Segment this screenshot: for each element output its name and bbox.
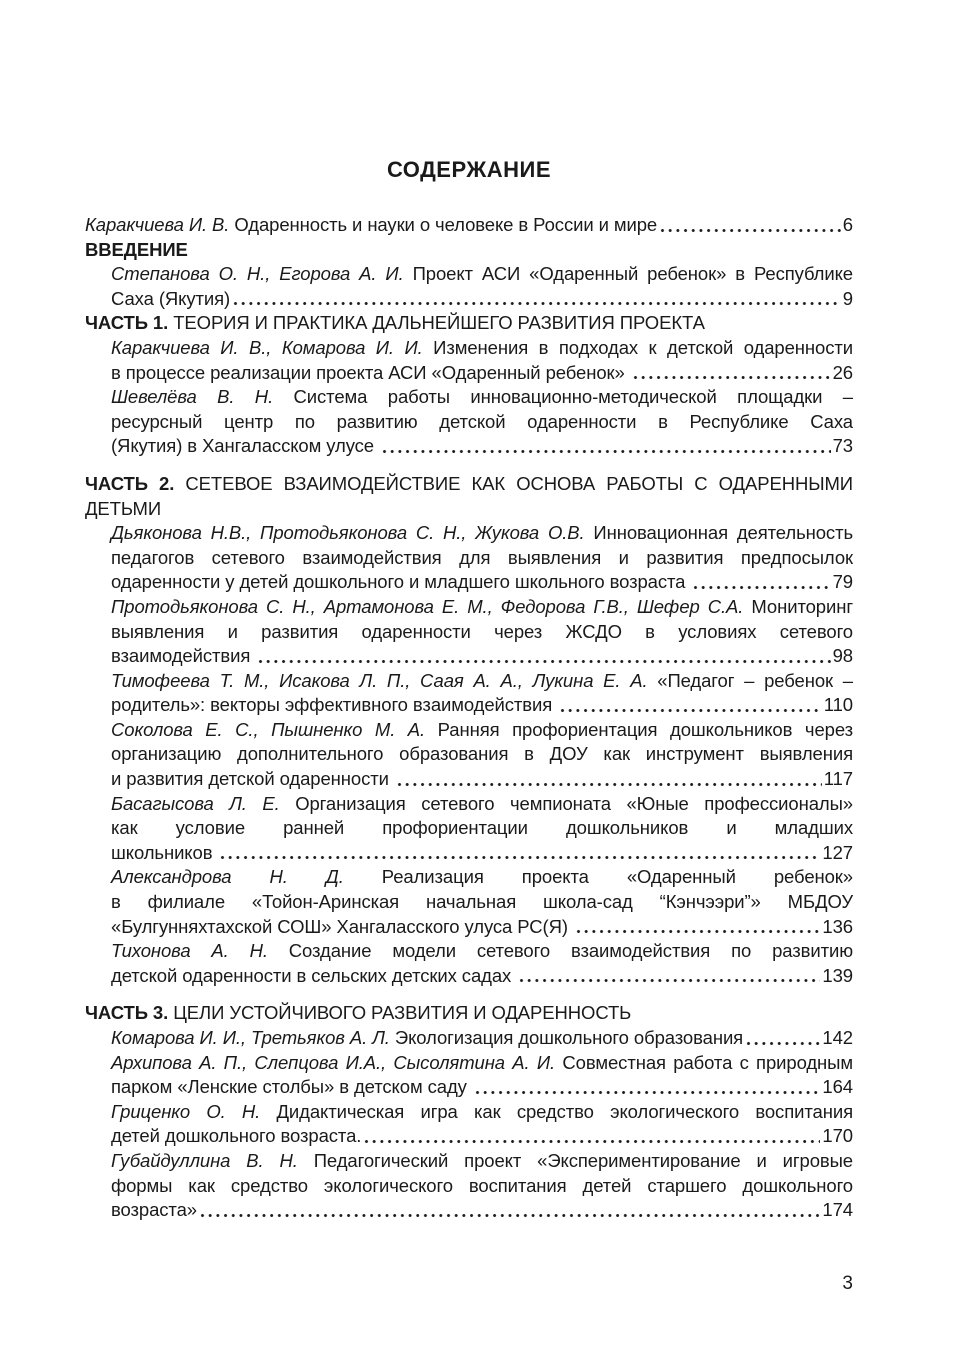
entry-line-text (111, 1075, 472, 1100)
toc-line (85, 964, 853, 989)
entry-title-text: детской одаренности в сельских детских садах (111, 964, 517, 986)
entry-title-text: Одаренность и науки о человеке в России и мире (234, 214, 658, 235)
toc-line (85, 939, 853, 964)
toc-line (85, 718, 853, 743)
toc-page-number: 6 (842, 214, 853, 235)
entry-title-text: Саха (Якутия) (111, 287, 231, 309)
dot-leader (363, 1138, 820, 1145)
toc-line (85, 1174, 853, 1199)
entry-title-text: возраста» (111, 1199, 197, 1221)
dot-leader (396, 781, 822, 788)
toc-heading (85, 1001, 853, 1026)
entry-title-text: ЦЕЛИ УСТОЙЧИВОГО РАЗВИТИЯ И ОДАРЕННОСТЬ (168, 1002, 632, 1024)
toc-line (85, 816, 853, 841)
author-names: Тихонова А. Н. (111, 940, 289, 962)
toc-line (85, 385, 853, 410)
toc-entry (85, 792, 853, 866)
toc-entry (85, 213, 853, 238)
entry-title-text: Экологизация дошкольного образования (394, 1027, 744, 1048)
author-names: Комарова И. И., Третьяков А. Л. (111, 1027, 395, 1048)
entry-title-text: формы как средство экологического воспитания детей старшего дошкольного (111, 1174, 853, 1196)
toc-line (85, 792, 853, 817)
toc-line (85, 361, 853, 386)
toc-line (85, 472, 853, 497)
toc-line (85, 1001, 853, 1026)
toc-line (85, 1124, 853, 1149)
entry-title-text: одаренности у детей дошкольного и младшего школьного возраста (111, 571, 691, 593)
toc-line (85, 644, 853, 669)
entry-title-text: Создание модели сетевого взаимодействия по развитию (288, 940, 853, 962)
toc-entry (85, 385, 853, 459)
toc-page-number: 79 (832, 571, 853, 593)
toc-line (85, 742, 853, 767)
toc-line (85, 767, 853, 792)
entry-title-text: (Якутия) в Хангаласском улусе (111, 435, 380, 457)
toc-line (85, 336, 853, 361)
entry-title-text: выявления и развития одаренности через ЖСДО в условиях сетевого (111, 620, 853, 642)
entry-line-text (111, 287, 230, 312)
toc-page-number: 139 (822, 964, 853, 986)
author-names: Александрова Н. Д. (111, 866, 382, 888)
toc-entry (85, 336, 853, 385)
author-names: Протодьяконова С. Н., Артамонова Е. М., Федорова Г.В., Шефер С.А. (111, 595, 752, 617)
entry-title-text: школьников (111, 841, 218, 863)
entry-title-text: и развития детской одаренности (111, 768, 394, 790)
entry-line-text (85, 213, 657, 238)
author-names: Гриценко О. Н. (111, 1100, 277, 1122)
dot-leader (257, 658, 830, 665)
section-label: ВВЕДЕНИЕ (85, 238, 188, 260)
entry-title-text: Дидактическая игра как средство экологического воспитания (276, 1100, 853, 1122)
entry-title-text: детей дошкольного возраста. (111, 1125, 362, 1147)
entry-title-text: Совместная работа с природным (562, 1051, 853, 1073)
toc-line (85, 890, 853, 915)
toc-line (85, 238, 853, 263)
entry-title-text: в филиале «Тойон-Аринская начальная школа-сад “Кэнчээри”» МБДОУ (111, 891, 853, 913)
toc-page-number: 142 (822, 1027, 853, 1048)
entry-line-text (111, 767, 394, 792)
toc-line (85, 595, 853, 620)
entry-line-text (111, 1198, 197, 1223)
author-names: Басагысова Л. Е. (111, 792, 296, 814)
toc-line (85, 497, 853, 522)
toc-line (85, 841, 853, 866)
section-label: ЧАСТЬ 1. (85, 312, 169, 334)
toc-line (85, 865, 853, 890)
author-names: Архипова А. П., Слепцова И.А., Сысолятина А. И. (111, 1051, 563, 1073)
toc-line (85, 287, 853, 312)
entry-line-text (111, 693, 557, 718)
entry-line-text (111, 964, 516, 989)
dot-leader (219, 854, 820, 861)
toc-entry (85, 865, 853, 939)
author-names: Губайдуллина В. Н. (111, 1149, 314, 1171)
toc-line (85, 1075, 853, 1100)
page-content (85, 157, 854, 1294)
toc-line (85, 521, 853, 546)
dot-leader (474, 1089, 821, 1096)
entry-title-text: как условие ранней профориентации дошкольников и младших (111, 817, 853, 839)
toc-page-number: 73 (832, 435, 853, 457)
page-number: 3 (842, 1273, 853, 1294)
toc-entry (85, 1149, 853, 1223)
entry-title-text: «Педагог – ребенок – (657, 669, 853, 691)
author-names: Каракчиева И. В. (85, 214, 235, 235)
entry-title-text: Мониторинг (751, 595, 853, 617)
entry-line-text (111, 644, 255, 669)
toc-line (85, 546, 853, 571)
section-label: ЧАСТЬ 2. (85, 472, 175, 494)
entry-line-text (111, 434, 379, 459)
author-names: Шевелёва В. Н. (111, 386, 294, 408)
toc-line (85, 1198, 853, 1223)
toc-page-number: 136 (822, 915, 853, 937)
author-names: Дьяконова Н.В., Протодьяконова С. Н., Жукова О.В. (111, 522, 594, 544)
toc-line (85, 311, 853, 336)
toc-page-number: 110 (823, 694, 853, 716)
entry-title-text: «Булгунняхтахской СОШ» Хангаласского улуса РС(Я) (111, 915, 573, 937)
toc-line (85, 213, 853, 238)
toc-entry (85, 595, 853, 669)
entry-title-text: Система работы инновационно-методической площадки – (293, 386, 853, 408)
entry-title-text: организацию дополнительного образования в ДОУ как инструмент выявления (111, 743, 853, 765)
entry-title-text: Педагогический проект «Экспериментирование и игровые (313, 1149, 854, 1171)
entry-title-text: Организация сетевого чемпионата «Юные профессионалы» (295, 792, 853, 814)
toc-entry (85, 1100, 853, 1149)
dot-leader (199, 1212, 820, 1219)
toc-heading (85, 472, 853, 521)
entry-title-text: Реализация проекта «Одаренный ребенок» (381, 866, 853, 888)
author-names: Тимофеева Т. М., Исакова Л. П., Саая А. А., Лукина Е. А. (111, 669, 658, 691)
toc-page-number: 9 (842, 287, 853, 309)
entry-line-text (111, 361, 630, 386)
dot-leader (692, 584, 830, 591)
entry-line-text (111, 570, 690, 595)
entry-title-text: Проект АСИ «Одаренный ребенок» в Республике (412, 263, 853, 285)
entry-title-text: ТЕОРИЯ И ПРАКТИКА ДАЛЬНЕЙШЕГО РАЗВИТИЯ ПРОЕКТА (168, 312, 705, 334)
entry-title-text: парком «Ленские столбы» в детском саду (111, 1076, 472, 1098)
section-label: ЧАСТЬ 3. (85, 1002, 169, 1024)
toc-line (85, 620, 853, 645)
toc-page-number: 164 (822, 1076, 853, 1098)
entry-line-text (111, 1026, 743, 1051)
entry-title-text: ресурсный центр по развитию детской одаренности в Республике Саха (111, 410, 853, 432)
entry-title-text: ДЕТЬМИ (85, 497, 162, 519)
toc-entry (85, 262, 853, 311)
dot-leader (232, 300, 841, 307)
entry-title-text: родитель»: векторы эффективного взаимодействия (111, 694, 558, 716)
toc-heading (85, 311, 853, 336)
toc-line (85, 915, 853, 940)
toc-line (85, 434, 853, 459)
toc-page-number: 127 (822, 841, 853, 863)
dot-leader (518, 977, 820, 984)
toc-line (85, 1051, 853, 1076)
toc-line (85, 693, 853, 718)
toc-page-number: 174 (822, 1199, 853, 1221)
toc-heading (85, 238, 853, 263)
entry-line-text (111, 841, 217, 866)
entry-title-text: педагогов сетевого взаимодействия для выявления и развития предпосылок (111, 546, 853, 568)
dot-leader (632, 374, 831, 381)
author-names: Степанова О. Н., Егорова А. И. (111, 263, 413, 285)
entry-title-text: взаимодействия (111, 645, 256, 667)
toc-page-number: 26 (832, 361, 853, 383)
toc-line (85, 1100, 853, 1125)
toc-line (85, 1149, 853, 1174)
dot-leader (659, 227, 841, 234)
toc-entry (85, 718, 853, 792)
author-names: Каракчиева И. В., Комарова И. И. (111, 336, 434, 358)
toc-page-number: 98 (832, 645, 853, 667)
toc-entry (85, 521, 853, 595)
toc-line (85, 669, 853, 694)
table-of-contents (85, 213, 853, 1223)
toc-entry (85, 939, 853, 988)
dot-leader (745, 1040, 820, 1047)
entry-title-text: Изменения в подходах к детской одаренности (433, 336, 853, 358)
toc-entry (85, 669, 853, 718)
entry-line-text (111, 915, 573, 940)
toc-line (85, 1026, 853, 1051)
entry-title-text: Инновационная деятельность (593, 522, 853, 544)
toc-line (85, 262, 853, 287)
toc-page-number: 117 (823, 768, 853, 790)
toc-entry (85, 1026, 853, 1051)
toc-line (85, 410, 853, 435)
entry-title-text: в процессе реализации проекта АСИ «Одаренный ребенок» (111, 361, 630, 383)
entry-title-text: СЕТЕВОЕ ВЗАИМОДЕЙСТВИЕ КАК ОСНОВА РАБОТЫ С ОДАРЕННЫМИ (174, 472, 853, 494)
toc-entry (85, 1051, 853, 1100)
entry-title-text: Ранняя профориентация дошкольников через (437, 718, 854, 740)
dot-leader (381, 448, 831, 455)
page-title: СОДЕРЖАНИЕ (386, 157, 552, 182)
dot-leader (575, 928, 820, 935)
toc-line (85, 570, 853, 595)
entry-line-text (111, 1124, 361, 1149)
dot-leader (559, 707, 822, 714)
author-names: Соколова Е. С., Пышненко М. А. (111, 718, 438, 740)
toc-page-number: 170 (822, 1125, 853, 1147)
